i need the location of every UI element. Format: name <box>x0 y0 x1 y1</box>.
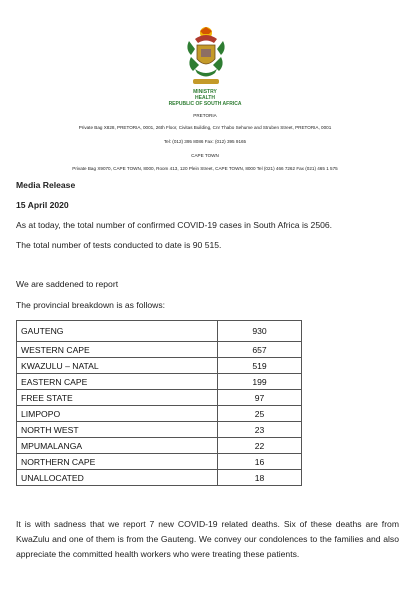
province-cases: 16 <box>218 454 302 470</box>
province-name: EASTERN CAPE <box>17 374 218 390</box>
province-name: NORTH WEST <box>17 422 218 438</box>
province-name: FREE STATE <box>17 390 218 406</box>
province-cases: 22 <box>218 438 302 454</box>
table-row <box>17 358 302 374</box>
breakdown-intro: The provincial breakdown is as follows: <box>16 300 166 310</box>
table-row <box>17 470 302 486</box>
confirmed-cases-paragraph: As at today, the total number of confirmed COVID-19 cases in South Africa is 2506. <box>16 220 333 230</box>
table-row <box>17 374 302 390</box>
province-cases: 25 <box>218 406 302 422</box>
closing-paragraph: It is with sadness that we report 7 new COVID-19 related deaths. Six of these deaths are from KwaZulu and one of them is from the Gauteng. We convey our condolences to the families and also appreciate the committed health workers who were treating these patients. <box>16 519 399 559</box>
cape-town-address: Private Bag X9070, CAPE TOWN, 8000, Room 413, 120 Plein Street, CAPE TOWN, 8000 Tel (021) 466 7262 Fax (021) 465 1 575 <box>72 166 338 171</box>
table-row <box>17 454 302 470</box>
saddened-paragraph: We are saddened to report <box>16 279 119 289</box>
province-cases: 930 <box>218 321 302 342</box>
province-name: NORTHERN CAPE <box>17 454 218 470</box>
tests-paragraph: The total number of tests conducted to date is 90 515. <box>16 240 222 250</box>
pretoria-phone: Tel: (012) 395 8086 Fax: (012) 395 9165 <box>163 139 247 144</box>
release-date: 15 April 2020 <box>16 200 69 210</box>
province-cases: 97 <box>218 390 302 406</box>
media-release-title: Media Release <box>16 180 76 190</box>
province-name: KWAZULU – NATAL <box>17 358 218 374</box>
table-row <box>17 321 302 342</box>
province-cases: 23 <box>218 422 302 438</box>
province-name: GAUTENG <box>17 321 218 342</box>
table-row <box>17 438 302 454</box>
ministry-label: MINISTRY <box>193 89 217 95</box>
pretoria-address: Private Bag X828, PRETORIA, 0001, 26th Floor, Civitas Building, Cnr Thabo Sehume and Struben Street, PRETORIA, 0001 <box>78 125 332 130</box>
province-name: WESTERN CAPE <box>17 342 218 358</box>
province-name: LIMPOPO <box>17 406 218 422</box>
country-label: REPUBLIC OF SOUTH AFRICA <box>168 101 242 107</box>
pretoria-label: PRETORIA <box>193 113 217 118</box>
cape-town-label: CAPE TOWN <box>191 153 219 158</box>
table-row <box>17 422 302 438</box>
table-row <box>17 390 302 406</box>
province-cases: 18 <box>218 470 302 486</box>
province-name: MPUMALANGA <box>17 438 218 454</box>
province-name: UNALLOCATED <box>17 470 218 486</box>
department-label: HEALTH <box>195 95 215 101</box>
province-cases: 657 <box>218 342 302 358</box>
province-cases: 519 <box>218 358 302 374</box>
coat-of-arms-icon <box>181 25 231 89</box>
provincial-breakdown-table <box>16 320 302 486</box>
table-row <box>17 406 302 422</box>
province-cases: 199 <box>218 374 302 390</box>
table-row <box>17 342 302 358</box>
